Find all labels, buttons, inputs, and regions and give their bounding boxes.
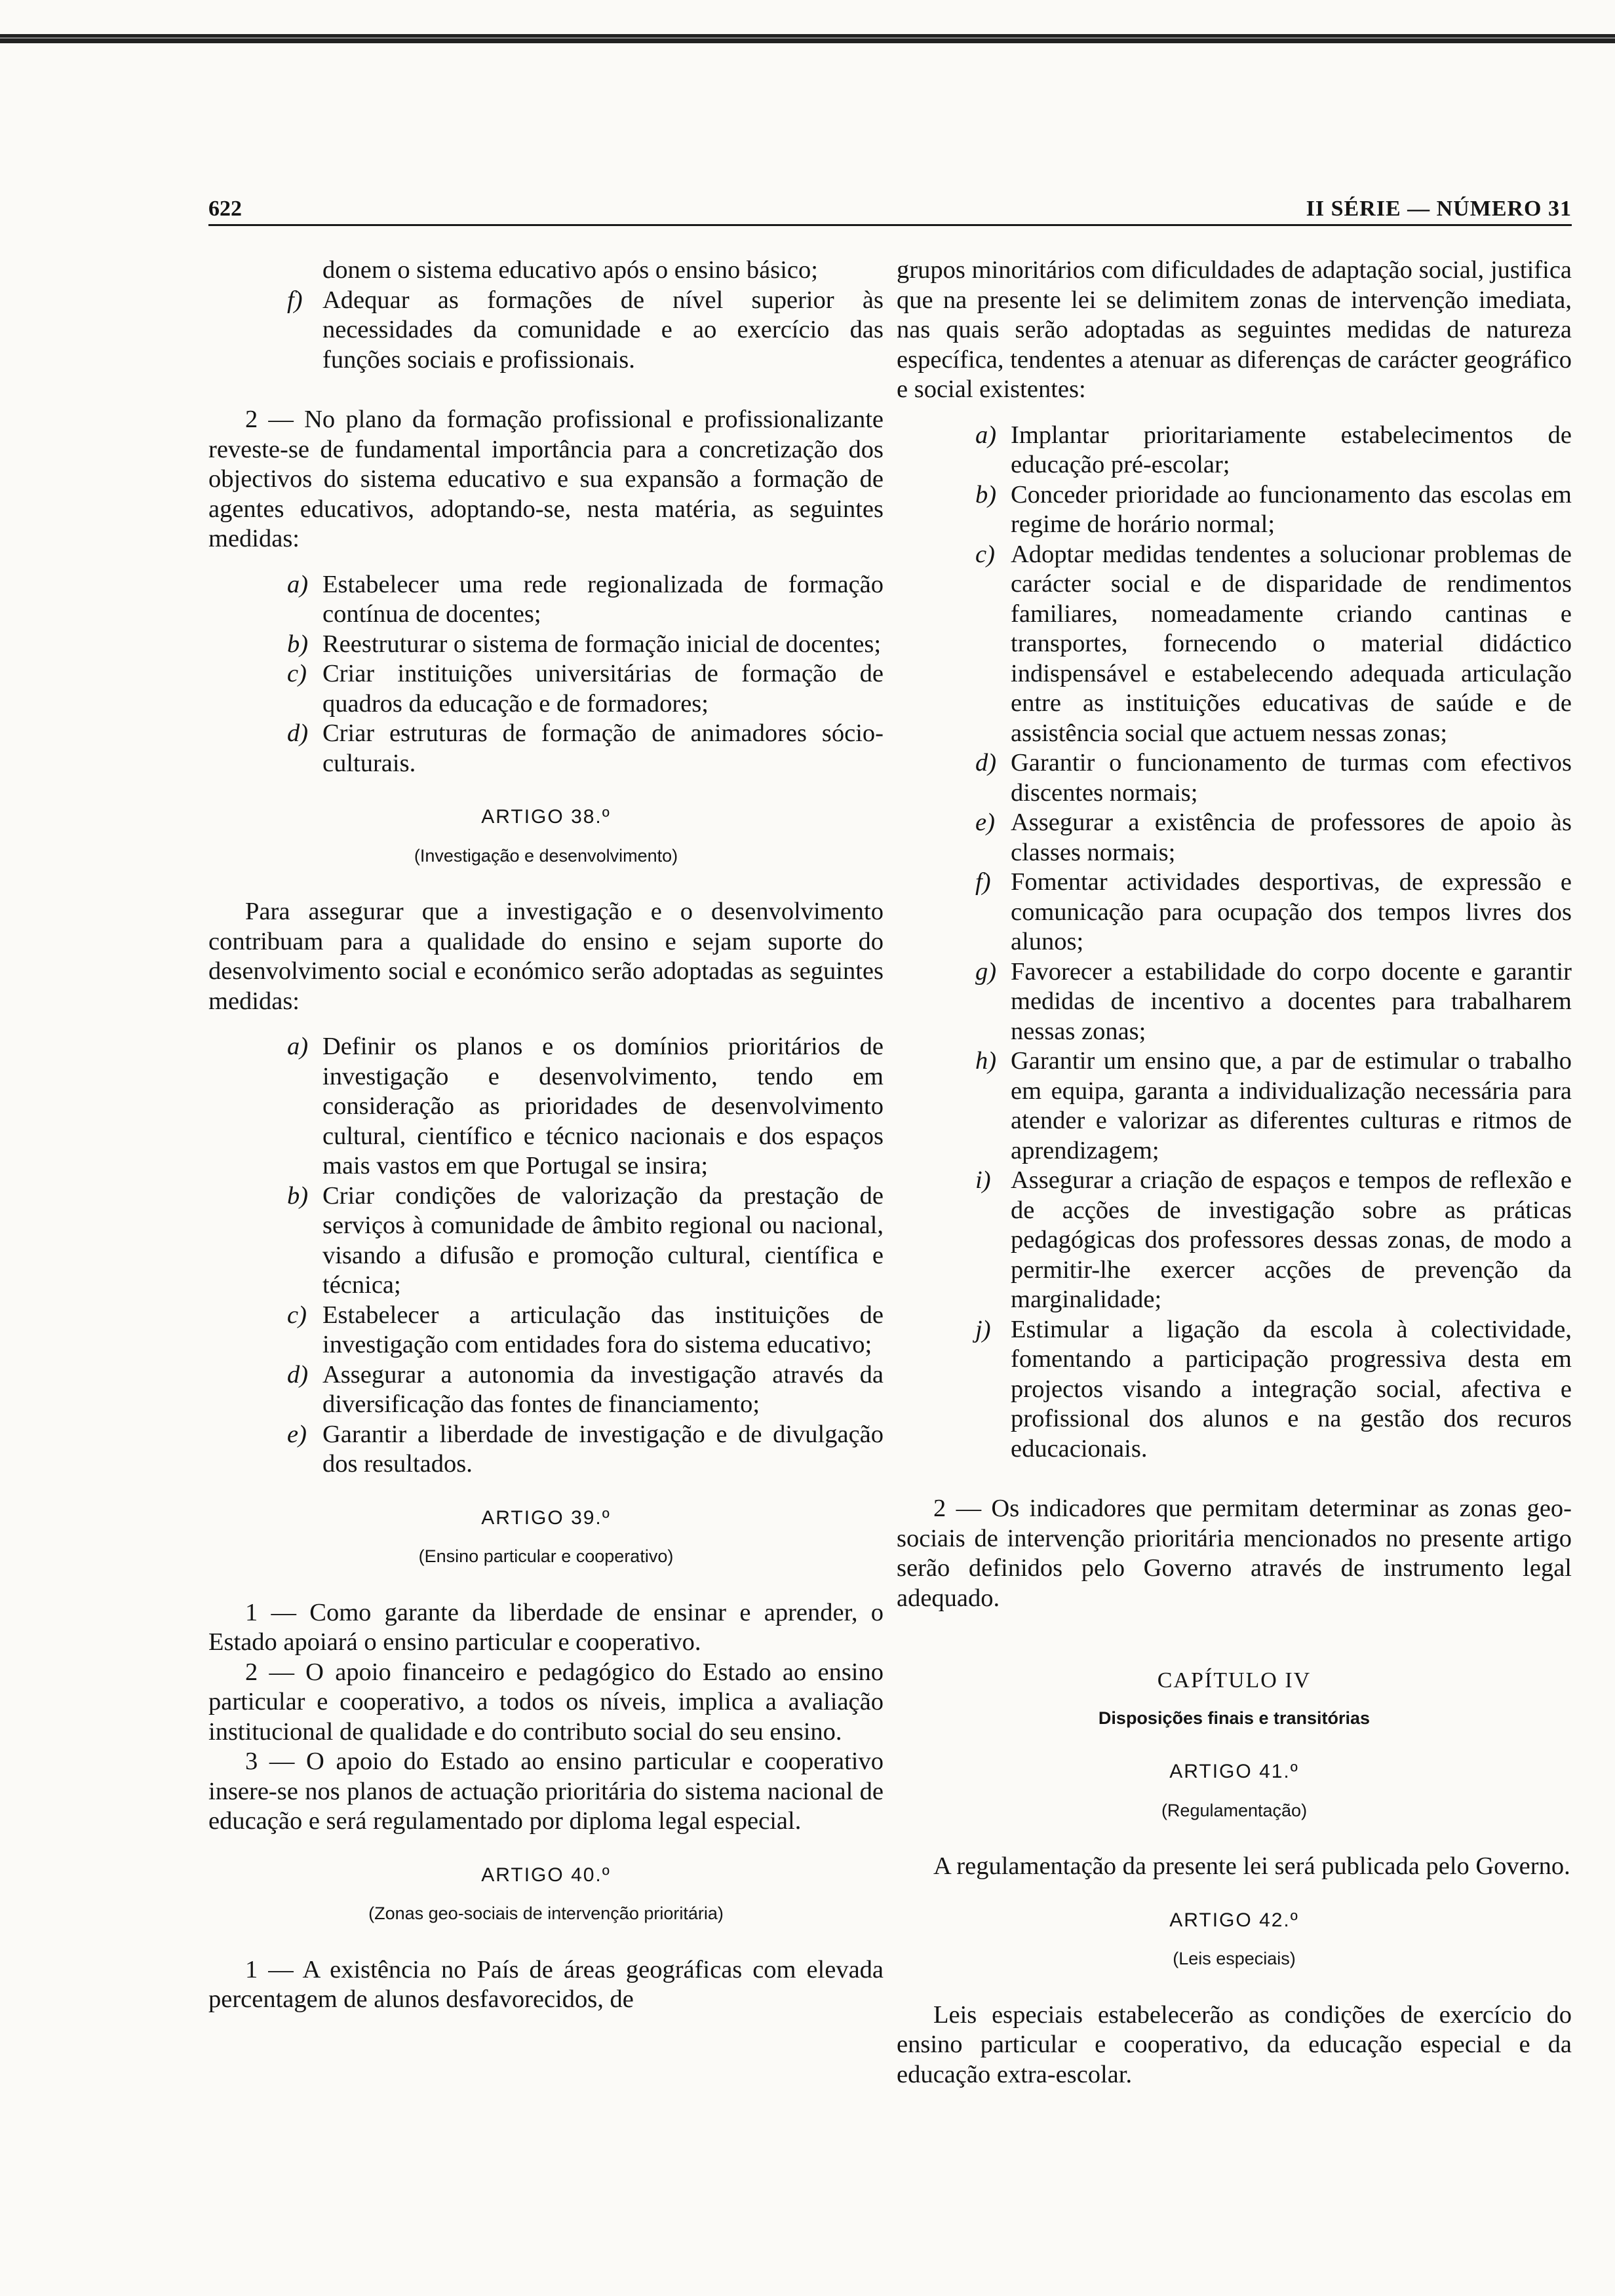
- list-item: [975, 868, 1572, 957]
- item-label: e): [287, 1420, 307, 1448]
- paragraph: 1 — Como garante da liberdade de ensinar e aprender, o Estado apoiará o ensino particular e cooperativo.: [208, 1598, 884, 1656]
- page-number: 622: [208, 197, 242, 221]
- item-text: Assegurar a autonomia da investigação através da diversificação das fontes de financiamento;: [322, 1360, 884, 1418]
- item-text: Adoptar medidas tendentes a solucionar problemas de carácter social e de disparidade de rendimentos familiares, nomeadamente criando cantinas e transportes, fornecendo o material didáctico indispensável e estabelecendo adequada articulação entre as instituições educativas de saúde e de assistência social que actuem nessas zonas;: [1011, 540, 1572, 747]
- item-text: Garantir o funcionamento de turmas com efectivos discentes normais;: [1011, 749, 1572, 807]
- item-label: c): [287, 1301, 307, 1329]
- chapter-title: CAPÍTULO IV: [1157, 1668, 1312, 1693]
- paragraph: A regulamentação da presente lei será publicada pelo Governo.: [933, 1852, 1570, 1880]
- paragraph: 2 — O apoio financeiro e pedagógico do Estado ao ensino particular e cooperativo, a todos os níveis, implica a avaliação institucional de qualidade e do contributo social do seu ensino.: [208, 1658, 884, 1746]
- list-item: [287, 659, 884, 719]
- list-item: [287, 286, 884, 375]
- article-subtitle: (Leis especiais): [1173, 1949, 1296, 1968]
- list-item: [975, 808, 1572, 868]
- item-label: h): [975, 1047, 997, 1075]
- list-item: [287, 570, 884, 630]
- article-subtitle: (Investigação e desenvolvimento): [414, 845, 678, 866]
- item-label: j): [975, 1315, 991, 1343]
- item-text: Garantir a liberdade de investigação e de divulgação dos resultados.: [322, 1420, 884, 1478]
- item-label: g): [975, 957, 997, 985]
- article-title: ARTIGO 38.º: [481, 806, 611, 828]
- item-text: Adequar as formações de nível superior às necessidades da comunidade e ao exercício das funções sociais e profissionais.: [322, 286, 884, 373]
- item-text: Fomentar actividades desportivas, de expressão e comunicação para ocupação dos tempos livres dos alunos;: [1011, 868, 1572, 955]
- item-label: a): [975, 421, 997, 449]
- page-header: [208, 194, 1572, 226]
- item-label: i): [975, 1166, 991, 1194]
- list-item: [287, 1181, 884, 1301]
- paragraph: 2 — Os indicadores que permitam determinar as zonas geo-sociais de intervenção prioritária mencionados no presente artigo serão definidos pelo Governo através de instrumento legal adequado.: [897, 1495, 1572, 1612]
- item-label: d): [975, 749, 997, 776]
- right-column: [897, 256, 1572, 2090]
- series-label: II SÉRIE — NÚMERO 31: [1306, 197, 1572, 221]
- list-item: [975, 1315, 1572, 1464]
- paragraph: 2 — No plano da formação profissional e profissionalizante reveste-se de fundamental importância para a concretização dos objectivos do sistema educativo e sua expansão a formação de agentes educativos, adoptando-se, nesta matéria, as seguintes medidas:: [208, 406, 884, 552]
- list-item: [975, 1046, 1572, 1166]
- continued-text: donem o sistema educativo após o ensino básico;: [322, 256, 818, 284]
- item-text: Criar estruturas de formação de animadores sócio-culturais.: [322, 719, 884, 777]
- list-item: [975, 748, 1572, 808]
- item-text: Estabelecer a articulação das instituições de investigação com entidades fora do sistema educativo;: [322, 1301, 884, 1358]
- item-text: Reestruturar o sistema de formação inicial de docentes;: [322, 630, 882, 658]
- item-label: d): [287, 1360, 309, 1388]
- item-label: f): [975, 868, 991, 896]
- list-item: [975, 540, 1572, 749]
- item-text: Criar instituições universitárias de formação de quadros da educação e de formadores;: [322, 660, 884, 718]
- paragraph: Para assegurar que a investigação e o desenvolvimento contribuam para a qualidade do ensino e sejam suporte do desenvolvimento social e económico serão adoptadas as seguintes medidas:: [208, 898, 884, 1015]
- article-subtitle: (Regulamentação): [1161, 1800, 1308, 1820]
- item-label: a): [287, 570, 309, 598]
- item-text: Assegurar a existência de professores de apoio às classes normais;: [1011, 809, 1572, 866]
- item-label: d): [287, 719, 309, 747]
- list-item: [287, 1420, 884, 1480]
- list-item: [975, 957, 1572, 1047]
- list-item: [975, 1166, 1572, 1315]
- list-item: [287, 1360, 884, 1420]
- article-title: ARTIGO 41.º: [1169, 1761, 1299, 1782]
- item-text: Definir os planos e os domínios prioritários de investigação e desenvolvimento, tendo em consideração as prioridades de desenvolvimento cultural, científico e técnico nacionais e dos espaços mais vastos em que Portugal se insira;: [322, 1033, 884, 1179]
- list-item: [975, 480, 1572, 540]
- item-label: b): [287, 630, 309, 658]
- item-text: Conceder prioridade ao funcionamento das escolas em regime de horário normal;: [1011, 480, 1572, 538]
- list-item: [287, 630, 884, 660]
- list-item: [975, 421, 1572, 480]
- paragraph: Leis especiais estabelecerão as condições de exercício do ensino particular e cooperativo, da educação especial e da educação extra-escolar.: [897, 2000, 1572, 2088]
- chapter-subtitle: Disposições finais e transitórias: [1098, 1708, 1371, 1728]
- article-subtitle: (Zonas geo-sociais de intervenção prioritária): [368, 1904, 724, 1923]
- item-label: c): [287, 660, 307, 687]
- item-text: Favorecer a estabilidade do corpo docente e garantir medidas de incentivo a docentes para trabalharem nessas zonas;: [1011, 957, 1572, 1045]
- article-title: ARTIGO 40.º: [481, 1864, 611, 1886]
- item-text: Garantir um ensino que, a par de estimular o trabalho em equipa, garanta a individualização necessária para atender e valorizar as diferentes culturas e ritmos de aprendizagem;: [1011, 1047, 1572, 1164]
- item-label: a): [287, 1033, 309, 1060]
- item-text: Implantar prioritariamente estabelecimentos de educação pré-escolar;: [1011, 421, 1572, 478]
- article-subtitle: (Ensino particular e cooperativo): [418, 1546, 674, 1566]
- item-label: b): [975, 480, 997, 508]
- item-text: Criar condições de valorização da prestação de serviços à comunidade de âmbito regional ou nacional, visando a difusão e promoção cultural, científica e técnica;: [322, 1181, 884, 1299]
- item-label: f): [287, 286, 303, 314]
- top-rule: [0, 31, 1615, 46]
- continued-text: grupos minoritários com dificuldades de adaptação social, justifica que na presente lei se delimitem zonas de intervenção imediata, nas quais serão adoptadas as seguintes medidas de natureza específica, tendentes a atenuar as diferenças de carácter geográfico e social existentes:: [897, 256, 1572, 403]
- list-item: [287, 719, 884, 778]
- left-column: [208, 256, 884, 2015]
- article-title: ARTIGO 39.º: [481, 1506, 611, 1529]
- item-label: e): [975, 809, 995, 836]
- item-label: b): [287, 1181, 309, 1210]
- article-title: ARTIGO 42.º: [1169, 1909, 1299, 1931]
- paragraph: 1 — A existência no País de áreas geográficas com elevada percentagem de alunos desfavorecidos, de: [208, 1955, 884, 2013]
- list-item: [287, 1032, 884, 1181]
- item-label: c): [975, 540, 995, 568]
- item-text: Estabelecer uma rede regionalizada de formação contínua de docentes;: [322, 570, 884, 628]
- item-text: Estimular a ligação da escola à colectividade, fomentando a participação progressiva desta em projectos visando a integração social, afectiva e profissional dos alunos e na gestão dos recuros educacionais.: [1011, 1315, 1572, 1463]
- paragraph: 3 — O apoio do Estado ao ensino particular e cooperativo insere-se nos planos de actuação prioritária do sistema nacional de educação e será regulamentado por diploma legal especial.: [208, 1748, 884, 1835]
- item-text: Assegurar a criação de espaços e tempos de reflexão e de acções de investigação sobre as práticas pedagógicas dos professores dessas zonas, de modo a permitir-lhe exercer acções de prevenção da marginalidade;: [1011, 1166, 1572, 1313]
- list-item: [287, 1301, 884, 1360]
